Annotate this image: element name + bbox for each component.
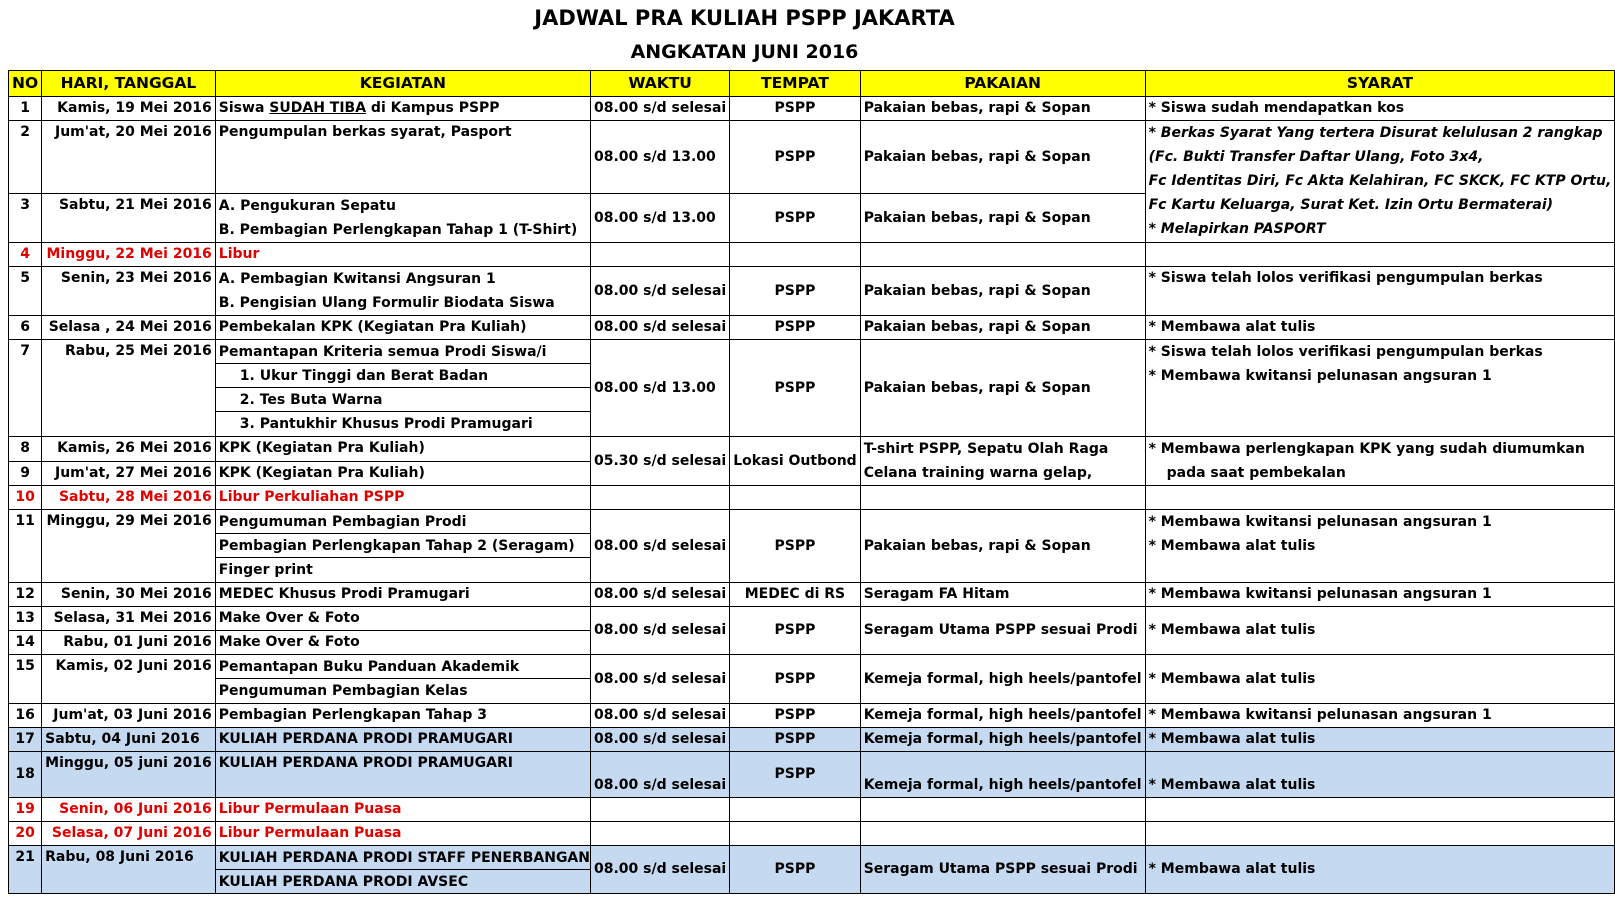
row-time: 08.00 s/d selesai <box>591 316 730 340</box>
row-place: PSPP <box>730 846 861 894</box>
table-row <box>9 607 1615 631</box>
row-time: 08.00 s/d selesai <box>591 583 730 607</box>
row-activity: KULIAH PERDANA PRODI PRAMUGARI <box>215 752 590 798</box>
activity-line: A. Pembagian Kwitansi Angsuran 1 <box>218 271 496 287</box>
row-date: Senin, 30 Mei 2016 <box>42 583 216 607</box>
activity-line: B. Pembagian Perlengkapan Tahap 1 (T-Shirt) <box>218 222 578 238</box>
activity-line: KULIAH PERDANA PRODI AVSEC <box>218 874 469 890</box>
activity-underlined-text: SUDAH TIBA <box>269 100 367 116</box>
row-activity: Libur <box>215 243 590 267</box>
page-subtitle: ANGKATAN JUNI 2016 <box>630 41 859 63</box>
activity-line: A. Pengukuran Sepatu <box>218 198 396 214</box>
row-time: 08.00 s/d 13.00 <box>591 194 730 243</box>
row-time: 08.00 s/d selesai <box>591 728 730 752</box>
row-date: Rabu, 25 Mei 2016 <box>42 340 216 437</box>
activity-line: Pemantapan Buku Panduan Akademik <box>216 655 590 679</box>
row-attire: Kemeja formal, high heels/pantofel <box>860 704 1145 728</box>
row-attire <box>860 437 1145 486</box>
row-activity: Pengumpulan berkas syarat, Pasport <box>215 121 590 194</box>
table-row <box>9 583 1615 607</box>
row-place: PSPP <box>730 316 861 340</box>
row-no: 9 <box>9 461 42 486</box>
row-requirement <box>1145 822 1615 846</box>
row-place: PSPP <box>730 340 861 437</box>
row-no: 12 <box>9 583 42 607</box>
row-activity: Libur Permulaan Puasa <box>215 822 590 846</box>
row-activity <box>215 846 590 894</box>
requirement-line: * Melapirkan PASPORT <box>1148 221 1326 237</box>
row-attire: Pakaian bebas, rapi & Sopan <box>860 340 1145 437</box>
row-attire <box>860 486 1145 510</box>
page-title: JADWAL PRA KULIAH PSPP JAKARTA <box>534 6 955 30</box>
row-activity: Pembekalan KPK (Kegiatan Pra Kuliah) <box>215 316 590 340</box>
row-no: 20 <box>9 822 42 846</box>
activity-line: KULIAH PERDANA PRODI STAFF PENERBANGAN <box>216 846 590 870</box>
row-time: 08.00 s/d selesai <box>591 752 730 798</box>
row-place: MEDEC di RS <box>730 583 861 607</box>
row-time: 08.00 s/d 13.00 <box>591 340 730 437</box>
row-time: 08.00 s/d selesai <box>591 267 730 316</box>
row-activity <box>215 267 590 316</box>
row-no: 6 <box>9 316 42 340</box>
table-row <box>9 267 1615 316</box>
activity-line: Pembagian Perlengkapan Tahap 2 (Seragam) <box>216 534 590 558</box>
requirement-line: * Berkas Syarat Yang tertera Disurat kelulusan 2 rangkap <box>1148 125 1603 141</box>
row-date: Sabtu, 28 Mei 2016 <box>42 486 216 510</box>
table-row <box>9 655 1615 704</box>
row-place: PSPP <box>730 194 861 243</box>
header-place: TEMPAT <box>730 71 861 97</box>
table-row <box>9 121 1615 194</box>
header-time: WAKTU <box>591 71 730 97</box>
row-time <box>591 243 730 267</box>
row-date: Sabtu, 21 Mei 2016 <box>42 194 216 243</box>
row-no: 10 <box>9 486 42 510</box>
header-activity: KEGIATAN <box>215 71 590 97</box>
row-time <box>591 822 730 846</box>
row-activity: Pembagian Perlengkapan Tahap 3 <box>215 704 590 728</box>
row-no: 17 <box>9 728 42 752</box>
row-time: 08.00 s/d selesai <box>591 704 730 728</box>
row-attire <box>860 798 1145 822</box>
row-activity: KPK (Kegiatan Pra Kuliah) <box>215 461 590 486</box>
row-no: 8 <box>9 437 42 462</box>
requirement-line: * Membawa alat tulis <box>1148 538 1316 554</box>
row-time: 08.00 s/d selesai <box>591 607 730 655</box>
row-place <box>730 243 861 267</box>
row-activity: KPK (Kegiatan Pra Kuliah) <box>215 437 590 462</box>
row-requirement <box>1145 243 1615 267</box>
row-place: PSPP <box>730 752 861 798</box>
row-time: 08.00 s/d selesai <box>591 510 730 583</box>
row-attire: Pakaian bebas, rapi & Sopan <box>860 121 1145 194</box>
row-attire <box>860 822 1145 846</box>
row-requirement <box>1145 340 1615 437</box>
row-time: 08.00 s/d 13.00 <box>591 121 730 194</box>
row-activity: Make Over & Foto <box>215 631 590 655</box>
row-date: Senin, 06 Juni 2016 <box>42 798 216 822</box>
row-place: PSPP <box>730 121 861 194</box>
row-time <box>591 486 730 510</box>
header-date: HARI, TANGGAL <box>42 71 216 97</box>
activity-line: B. Pengisian Ulang Formulir Biodata Siswa <box>218 295 555 311</box>
requirement-line: * Membawa kwitansi pelunasan angsuran 1 <box>1148 368 1492 384</box>
row-no: 5 <box>9 267 42 316</box>
row-no: 16 <box>9 704 42 728</box>
row-no: 15 <box>9 655 42 704</box>
requirement-line: Fc Identitas Diri, Fc Akta Kelahiran, FC SKCK, FC KTP Ortu, <box>1148 173 1612 189</box>
activity-line: Pengumuman Pembagian Kelas <box>218 683 468 699</box>
requirement-line: pada saat pembekalan <box>1166 465 1346 481</box>
activity-line: 2. Tes Buta Warna <box>216 388 590 412</box>
row-date: Kamis, 26 Mei 2016 <box>42 437 216 462</box>
row-date: Jum'at, 20 Mei 2016 <box>42 121 216 194</box>
row-activity: Libur Perkuliahan PSPP <box>215 486 590 510</box>
table-header <box>9 71 1615 97</box>
row-requirement <box>1145 437 1615 486</box>
schedule-table <box>8 70 1615 894</box>
row-place: Lokasi Outbond <box>730 437 861 486</box>
row-activity <box>215 510 590 583</box>
requirement-line: * Siswa telah lolos verifikasi pengumpulan berkas <box>1148 344 1543 360</box>
activity-line: Finger print <box>218 562 313 578</box>
table-row <box>9 316 1615 340</box>
row-attire <box>860 243 1145 267</box>
row-requirement: * Membawa alat tulis <box>1145 607 1615 655</box>
row-date: Minggu, 22 Mei 2016 <box>42 243 216 267</box>
row-activity <box>215 194 590 243</box>
row-place: PSPP <box>730 267 861 316</box>
row-requirement <box>1145 486 1615 510</box>
row-attire: Pakaian bebas, rapi & Sopan <box>860 316 1145 340</box>
row-requirement: * Membawa alat tulis <box>1145 846 1615 894</box>
row-requirement: * Membawa alat tulis <box>1145 655 1615 704</box>
row-date: Minggu, 05 juni 2016 <box>42 752 216 798</box>
row-requirement: * Membawa alat tulis <box>1145 728 1615 752</box>
row-no: 21 <box>9 846 42 894</box>
row-date: Jum'at, 03 Juni 2016 <box>42 704 216 728</box>
header-no: NO <box>9 71 42 97</box>
activity-line: Pengumuman Pembagian Prodi <box>216 510 590 534</box>
row-activity: Libur Permulaan Puasa <box>215 798 590 822</box>
row-requirement: * Membawa alat tulis <box>1145 752 1615 798</box>
table-row <box>9 798 1615 822</box>
row-no: 19 <box>9 798 42 822</box>
row-no: 11 <box>9 510 42 583</box>
row-date: Rabu, 01 Juni 2016 <box>42 631 216 655</box>
table-row <box>9 437 1615 462</box>
row-attire: Seragam FA Hitam <box>860 583 1145 607</box>
row-requirement: * Siswa sudah mendapatkan kos <box>1145 97 1615 121</box>
header-attire: PAKAIAN <box>860 71 1145 97</box>
table-row <box>9 97 1615 121</box>
row-date: Kamis, 02 Juni 2016 <box>42 655 216 704</box>
row-no: 2 <box>9 121 42 194</box>
table-row <box>9 822 1615 846</box>
row-requirement <box>1145 798 1615 822</box>
row-place <box>730 798 861 822</box>
row-requirement: * Membawa kwitansi pelunasan angsuran 1 <box>1145 583 1615 607</box>
header-requirement: SYARAT <box>1145 71 1615 97</box>
row-no: 4 <box>9 243 42 267</box>
row-time: 08.00 s/d selesai <box>591 846 730 894</box>
table-row <box>9 510 1615 583</box>
table-row <box>9 728 1615 752</box>
activity-text: di Kampus PSPP <box>366 100 500 116</box>
row-place: PSPP <box>730 704 861 728</box>
row-date: Selasa, 07 Juni 2016 <box>42 822 216 846</box>
row-no: 1 <box>9 97 42 121</box>
activity-line: Pemantapan Kriteria semua Prodi Siswa/i <box>216 340 590 364</box>
row-place: PSPP <box>730 655 861 704</box>
table-row <box>9 486 1615 510</box>
row-date: Jum'at, 27 Mei 2016 <box>42 461 216 486</box>
row-no: 18 <box>9 752 42 798</box>
row-date: Rabu, 08 Juni 2016 <box>42 846 216 894</box>
row-place: PSPP <box>730 97 861 121</box>
row-date: Selasa, 31 Mei 2016 <box>42 607 216 631</box>
row-requirement: * Siswa telah lolos verifikasi pengumpulan berkas <box>1145 267 1615 316</box>
row-time: 05.30 s/d selesai <box>591 437 730 486</box>
row-attire: Pakaian bebas, rapi & Sopan <box>860 194 1145 243</box>
requirement-line: Fc Kartu Keluarga, Surat Ket. Izin Ortu Bermaterai) <box>1148 197 1554 213</box>
activity-text: Siswa <box>218 100 270 116</box>
row-activity <box>215 97 590 121</box>
row-time: 08.00 s/d selesai <box>591 97 730 121</box>
row-date: Minggu, 29 Mei 2016 <box>42 510 216 583</box>
row-requirement <box>1145 121 1615 243</box>
row-activity <box>215 340 590 437</box>
row-time: 08.00 s/d selesai <box>591 655 730 704</box>
row-attire: Kemeja formal, high heels/pantofel <box>860 752 1145 798</box>
row-place: PSPP <box>730 510 861 583</box>
row-activity: KULIAH PERDANA PRODI PRAMUGARI <box>215 728 590 752</box>
row-activity: MEDEC Khusus Prodi Pramugari <box>215 583 590 607</box>
row-attire: Pakaian bebas, rapi & Sopan <box>860 510 1145 583</box>
row-activity: Make Over & Foto <box>215 607 590 631</box>
requirement-line: (Fc. Bukti Transfer Daftar Ulang, Foto 3x4, <box>1148 149 1484 165</box>
row-requirement <box>1145 510 1615 583</box>
activity-line: 3. Pantukhir Khusus Prodi Pramugari <box>239 416 533 432</box>
row-activity <box>215 655 590 704</box>
table-row <box>9 243 1615 267</box>
row-date: Selasa , 24 Mei 2016 <box>42 316 216 340</box>
row-attire: Kemeja formal, high heels/pantofel <box>860 655 1145 704</box>
row-requirement: * Membawa kwitansi pelunasan angsuran 1 <box>1145 704 1615 728</box>
table-row <box>9 704 1615 728</box>
row-date: Kamis, 19 Mei 2016 <box>42 97 216 121</box>
row-attire: Seragam Utama PSPP sesuai Prodi <box>860 607 1145 655</box>
row-place: PSPP <box>730 728 861 752</box>
table-row <box>9 846 1615 894</box>
row-attire: Pakaian bebas, rapi & Sopan <box>860 97 1145 121</box>
row-requirement: * Membawa alat tulis <box>1145 316 1615 340</box>
requirement-line: * Membawa kwitansi pelunasan angsuran 1 <box>1148 514 1492 530</box>
row-no: 13 <box>9 607 42 631</box>
attire-line: Celana training warna gelap, <box>863 465 1093 481</box>
row-place <box>730 822 861 846</box>
row-no: 7 <box>9 340 42 437</box>
row-place: PSPP <box>730 607 861 655</box>
requirement-line: * Membawa perlengkapan KPK yang sudah diumumkan <box>1148 441 1585 457</box>
row-date: Senin, 23 Mei 2016 <box>42 267 216 316</box>
row-date: Sabtu, 04 Juni 2016 <box>42 728 216 752</box>
row-attire: Kemeja formal, high heels/pantofel <box>860 728 1145 752</box>
row-attire: Pakaian bebas, rapi & Sopan <box>860 267 1145 316</box>
table-row <box>9 752 1615 798</box>
activity-line: 1. Ukur Tinggi dan Berat Badan <box>216 364 590 388</box>
row-place <box>730 486 861 510</box>
row-time <box>591 798 730 822</box>
row-attire: Seragam Utama PSPP sesuai Prodi <box>860 846 1145 894</box>
attire-line: T-shirt PSPP, Sepatu Olah Raga <box>863 441 1109 457</box>
row-no: 14 <box>9 631 42 655</box>
table-row <box>9 340 1615 437</box>
row-no: 3 <box>9 194 42 243</box>
